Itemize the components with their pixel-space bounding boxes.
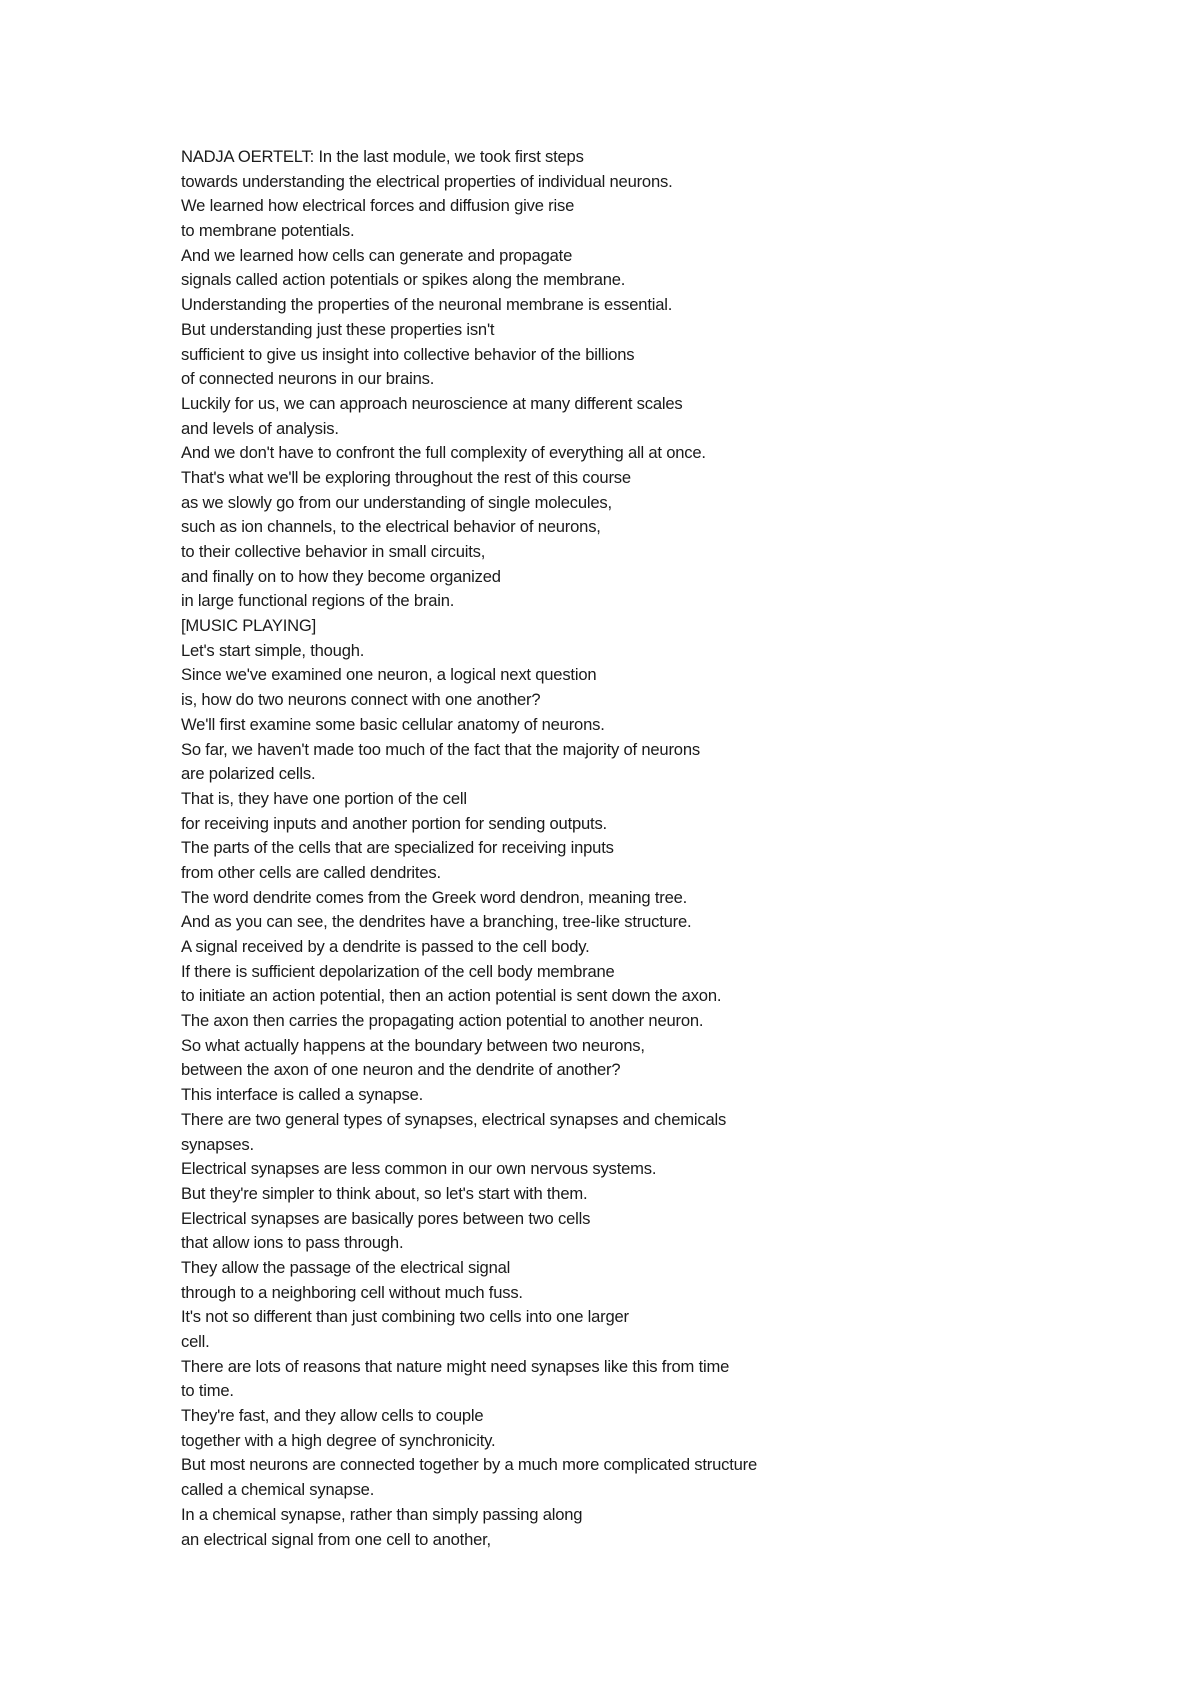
transcript-line: It's not so different than just combining two cells into one larger xyxy=(181,1307,629,1327)
transcript-line: synapses. xyxy=(181,1134,254,1154)
transcript-line: Luckily for us, we can approach neuroscience at many different scales xyxy=(181,393,683,413)
transcript-line: A signal received by a dendrite is passed to the cell body. xyxy=(181,937,590,956)
transcript-line: cell. xyxy=(181,1332,210,1351)
transcript-line: They allow the passage of the electrical signal xyxy=(181,1257,511,1277)
transcript-line: to membrane potentials. xyxy=(181,221,355,241)
transcript-line: is, how do two neurons connect with one another? xyxy=(181,690,541,710)
transcript-line: But understanding just these properties isn't xyxy=(181,319,495,339)
transcript-line: So what actually happens at the boundary between two neurons, xyxy=(181,1035,645,1055)
transcript-line: And we don't have to confront the full complexity of everything all at once. xyxy=(181,443,706,463)
transcript-line: NADJA OERTELT: In the last module, we took first steps xyxy=(181,147,584,166)
transcript-line: such as ion channels, to the electrical behavior of neurons, xyxy=(181,517,601,537)
transcript-line: and finally on to how they become organized xyxy=(181,566,501,586)
transcript-line: of connected neurons in our brains. xyxy=(181,369,435,389)
transcript-line: So far, we haven't made too much of the fact that the majority of neurons xyxy=(181,739,700,759)
transcript-line: There are lots of reasons that nature might need synapses like this from time xyxy=(181,1356,730,1376)
transcript-line: as we slowly go from our understanding of single molecules, xyxy=(181,492,612,512)
transcript-line: [MUSIC PLAYING] xyxy=(181,616,316,636)
transcript-line: sufficient to give us insight into collective behavior of the billions xyxy=(181,344,635,364)
transcript-line: and levels of analysis. xyxy=(181,418,339,438)
transcript-line: We learned how electrical forces and diffusion give rise xyxy=(181,196,575,216)
transcript-line: that allow ions to pass through. xyxy=(181,1233,404,1253)
transcript-line: If there is sufficient depolarization of the cell body membrane xyxy=(181,961,615,981)
transcript-line: Electrical synapses are less common in our own nervous systems. xyxy=(181,1159,657,1179)
transcript-line: are polarized cells. xyxy=(181,764,316,784)
transcript-line: The parts of the cells that are specialized for receiving inputs xyxy=(181,838,614,858)
transcript-line: from other cells are called dendrites. xyxy=(181,862,441,882)
transcript-line: This interface is called a synapse. xyxy=(181,1085,424,1105)
transcript-line: But most neurons are connected together by a much more complicated structure xyxy=(181,1455,758,1475)
transcript-line: And we learned how cells can generate and propagate xyxy=(181,245,573,265)
transcript-line: There are two general types of synapses, electrical synapses and chemicals xyxy=(181,1109,727,1129)
transcript-line: Electrical synapses are basically pores between two cells xyxy=(181,1208,591,1228)
transcript-line: The axon then carries the propagating action potential to another neuron. xyxy=(181,1011,704,1031)
transcript-line: for receiving inputs and another portion for sending outputs. xyxy=(181,813,607,833)
transcript-line: signals called action potentials or spikes along the membrane. xyxy=(181,270,626,290)
transcript-line: We'll first examine some basic cellular anatomy of neurons. xyxy=(181,714,605,734)
transcript-line: to their collective behavior in small circuits, xyxy=(181,542,486,561)
transcript-line: In a chemical synapse, rather than simply passing along xyxy=(181,1504,583,1524)
transcript-line: They're fast, and they allow cells to couple xyxy=(181,1406,484,1426)
transcript-line: called a chemical synapse. xyxy=(181,1480,375,1500)
transcript-line: And as you can see, the dendrites have a branching, tree-like structure. xyxy=(181,912,692,932)
transcript-line: towards understanding the electrical properties of individual neurons. xyxy=(181,171,673,191)
transcript-line: The word dendrite comes from the Greek word dendron, meaning tree. xyxy=(181,887,688,907)
transcript-line: Understanding the properties of the neuronal membrane is essential. xyxy=(181,295,673,315)
transcript-line: an electrical signal from one cell to another, xyxy=(181,1529,491,1549)
transcript-line: through to a neighboring cell without much fuss. xyxy=(181,1282,523,1302)
transcript-text xyxy=(181,145,1141,1552)
transcript-line: Since we've examined one neuron, a logical next question xyxy=(181,665,597,685)
transcript-line: Let's start simple, though. xyxy=(181,640,365,660)
transcript-line: to time. xyxy=(181,1381,234,1401)
transcript-line: between the axon of one neuron and the dendrite of another? xyxy=(181,1060,621,1080)
transcript-line: together with a high degree of synchronicity. xyxy=(181,1430,496,1450)
transcript-line: But they're simpler to think about, so let's start with them. xyxy=(181,1183,588,1203)
transcript-line: in large functional regions of the brain. xyxy=(181,591,455,611)
transcript-line: That's what we'll be exploring throughout the rest of this course xyxy=(181,467,631,487)
transcript-line: That is, they have one portion of the cell xyxy=(181,788,467,808)
transcript-line: to initiate an action potential, then an action potential is sent down the axon. xyxy=(181,986,722,1006)
